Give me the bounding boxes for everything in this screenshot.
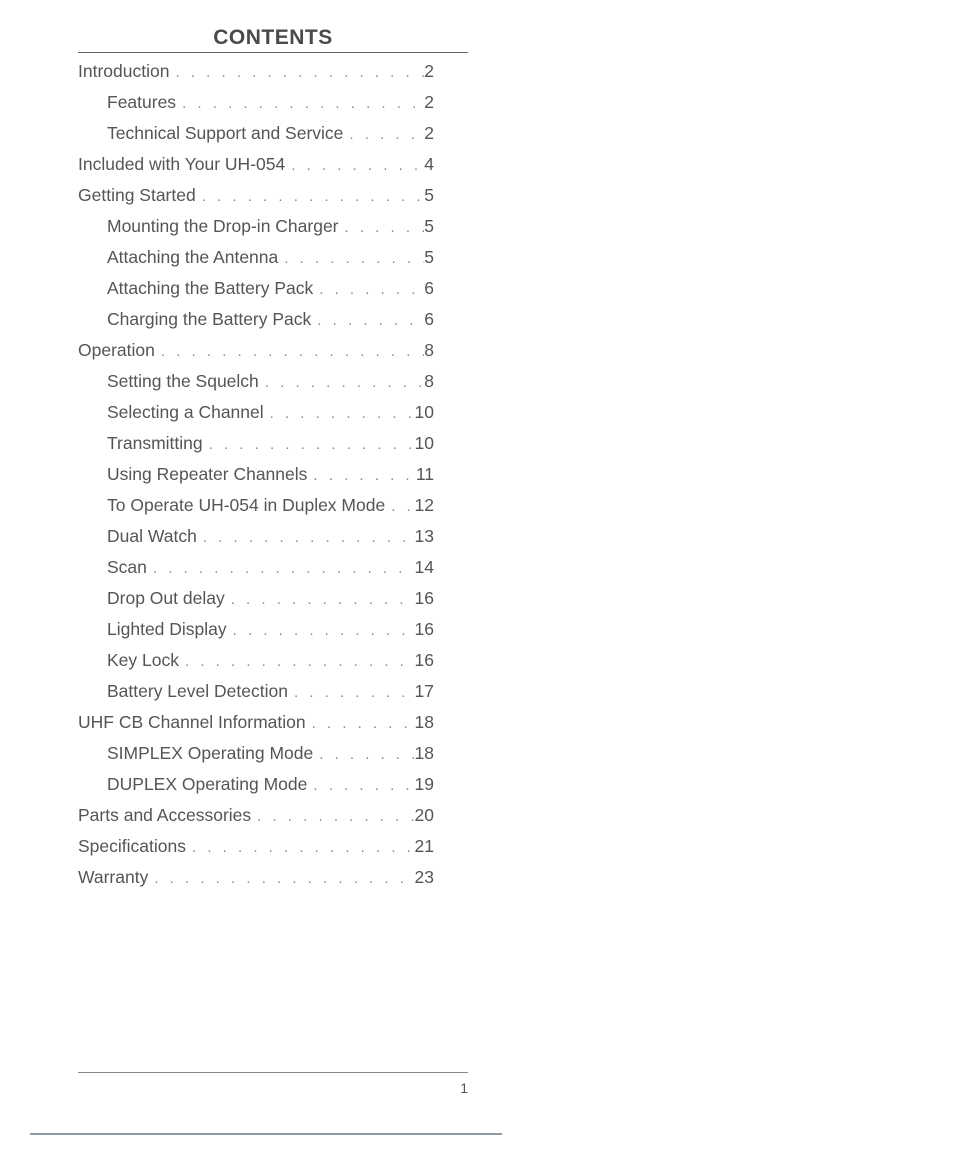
toc-dot-leader <box>176 88 424 119</box>
toc-dot-leader <box>251 801 414 832</box>
toc-entry-page: 16 <box>414 619 434 639</box>
toc-entry-page: 2 <box>424 61 434 81</box>
toc-entry <box>78 521 434 552</box>
toc-entry-label: Getting Started <box>78 185 196 205</box>
toc-dot-leader <box>339 212 425 243</box>
toc-dot-leader <box>278 243 424 274</box>
toc-entry-page: 18 <box>414 712 434 732</box>
toc-entry <box>78 273 434 304</box>
toc-entry <box>78 831 434 862</box>
toc-entry <box>78 614 434 645</box>
toc-entry-page: 16 <box>414 650 434 670</box>
toc-entry <box>78 676 434 707</box>
toc-entry-label: Using Repeater Channels <box>107 464 308 484</box>
toc-dot-leader <box>148 863 414 894</box>
toc-entry-label: Setting the Squelch <box>107 371 259 391</box>
toc-entry-label: Included with Your UH-054 <box>78 154 286 174</box>
toc-entry-page: 23 <box>414 867 434 887</box>
toc-entry <box>78 707 434 738</box>
toc-entry <box>78 118 434 149</box>
toc-entry-page: 5 <box>424 247 434 267</box>
table-of-contents <box>78 56 434 893</box>
toc-dot-leader <box>307 460 415 491</box>
title-underline <box>78 52 468 53</box>
toc-dot-leader <box>313 739 414 770</box>
toc-entry-page: 13 <box>414 526 434 546</box>
toc-entry <box>78 56 434 87</box>
toc-entry-page: 2 <box>424 92 434 112</box>
toc-entry-page: 4 <box>424 154 434 174</box>
toc-entry <box>78 738 434 769</box>
toc-entry <box>78 397 434 428</box>
toc-entry <box>78 800 434 831</box>
toc-entry-label: Mounting the Drop-in Charger <box>107 216 339 236</box>
toc-entry <box>78 211 434 242</box>
toc-dot-leader <box>227 615 415 646</box>
toc-entry-page: 12 <box>414 495 434 515</box>
toc-entry-page: 11 <box>415 464 434 484</box>
toc-dot-leader <box>197 522 415 553</box>
toc-entry-label: Dual Watch <box>107 526 197 546</box>
toc-entry-page: 10 <box>414 402 434 422</box>
toc-entry-page: 10 <box>414 433 434 453</box>
toc-entry <box>78 552 434 583</box>
toc-entry <box>78 304 434 335</box>
footer-rule <box>78 1072 468 1073</box>
toc-dot-leader <box>264 398 415 429</box>
toc-entry-page: 6 <box>424 278 434 298</box>
toc-entry-label: Attaching the Antenna <box>107 247 279 267</box>
toc-dot-leader <box>169 57 424 88</box>
toc-entry-label: Battery Level Detection <box>107 681 288 701</box>
toc-entry-label: Attaching the Battery Pack <box>107 278 314 298</box>
toc-dot-leader <box>307 770 414 801</box>
toc-dot-leader <box>179 646 415 677</box>
toc-entry-page: 8 <box>424 340 434 360</box>
toc-entry <box>78 645 434 676</box>
toc-entry-label: UHF CB Channel Information <box>78 712 306 732</box>
toc-entry-label: Selecting a Channel <box>107 402 264 422</box>
toc-dot-leader <box>186 832 415 863</box>
toc-entry-page: 2 <box>424 123 434 143</box>
toc-dot-leader <box>313 274 424 305</box>
toc-entry <box>78 862 434 893</box>
toc-entry <box>78 769 434 800</box>
toc-entry-page: 14 <box>414 557 434 577</box>
toc-entry <box>78 428 434 459</box>
toc-entry-page: 6 <box>424 309 434 329</box>
toc-entry-label: Warranty <box>78 867 149 887</box>
toc-dot-leader <box>155 336 424 367</box>
toc-entry-label: Charging the Battery Pack <box>107 309 312 329</box>
toc-entry-label: Introduction <box>78 61 170 81</box>
toc-entry-label: Drop Out delay <box>107 588 225 608</box>
toc-entry-page: 16 <box>414 588 434 608</box>
toc-entry-label: Features <box>107 92 177 112</box>
toc-entry <box>78 583 434 614</box>
page-edge-line <box>30 1133 502 1135</box>
toc-dot-leader <box>203 429 415 460</box>
toc-entry-label: Lighted Display <box>107 619 227 639</box>
toc-entry-label: DUPLEX Operating Mode <box>107 774 308 794</box>
toc-dot-leader <box>285 150 424 181</box>
toc-entry-label: To Operate UH-054 in Duplex Mode <box>107 495 386 515</box>
toc-entry-page: 17 <box>414 681 434 701</box>
toc-entry-label: Scan <box>107 557 147 577</box>
toc-entry-page: 19 <box>414 774 434 794</box>
toc-entry-label: SIMPLEX Operating Mode <box>107 743 314 763</box>
page-title: CONTENTS <box>213 26 333 49</box>
toc-dot-leader <box>343 119 424 150</box>
toc-entry-label: Operation <box>78 340 155 360</box>
toc-entry <box>78 459 434 490</box>
toc-entry <box>78 490 434 521</box>
toc-entry-page: 20 <box>414 805 434 825</box>
toc-entry <box>78 87 434 118</box>
toc-entry-page: 5 <box>424 216 434 236</box>
toc-entry-page: 5 <box>424 185 434 205</box>
toc-entry <box>78 180 434 211</box>
toc-dot-leader <box>288 677 415 708</box>
toc-entry-label: Specifications <box>78 836 186 856</box>
toc-entry-page: 21 <box>414 836 434 856</box>
toc-entry-page: 18 <box>414 743 434 763</box>
toc-dot-leader <box>196 181 425 212</box>
toc-dot-leader <box>225 584 415 615</box>
toc-dot-leader <box>311 305 424 336</box>
toc-entry <box>78 242 434 273</box>
toc-entry-label: Parts and Accessories <box>78 805 252 825</box>
toc-entry <box>78 335 434 366</box>
toc-entry <box>78 366 434 397</box>
toc-entry-label: Key Lock <box>107 650 179 670</box>
toc-entry <box>78 149 434 180</box>
toc-dot-leader <box>385 491 414 522</box>
toc-entry-label: Transmitting <box>107 433 203 453</box>
toc-entry-label: Technical Support and Service <box>107 123 344 143</box>
page-number: 1 <box>460 1080 468 1096</box>
toc-dot-leader <box>259 367 424 398</box>
toc-entry-page: 8 <box>424 371 434 391</box>
toc-dot-leader <box>306 708 415 739</box>
toc-dot-leader <box>147 553 415 584</box>
